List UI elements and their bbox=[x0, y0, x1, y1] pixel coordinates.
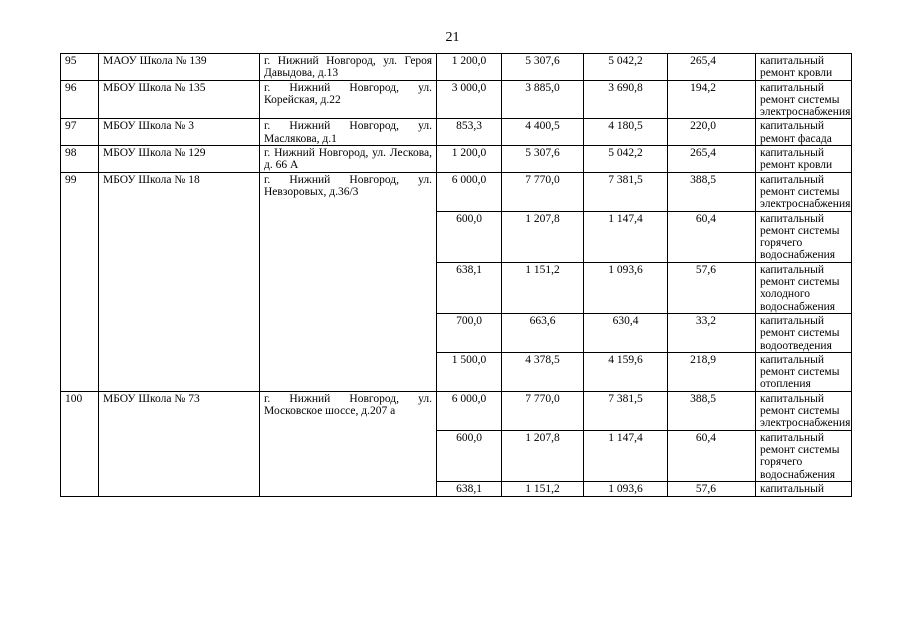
table-row bbox=[61, 391, 852, 430]
school-repair-table bbox=[60, 53, 852, 497]
work-type: капитальный ремонт системы отопления bbox=[756, 352, 852, 391]
row-number: 95 bbox=[61, 54, 99, 81]
amount-1: 600,0 bbox=[437, 211, 502, 262]
amount-1: 638,1 bbox=[437, 262, 502, 313]
school-name: МБОУ Школа № 18 bbox=[99, 172, 260, 391]
amount-4: 265,4 bbox=[668, 146, 756, 173]
amount-3: 1 147,4 bbox=[584, 211, 668, 262]
amount-1: 1 200,0 bbox=[437, 54, 502, 81]
amount-3: 5 042,2 bbox=[584, 146, 668, 173]
work-type: капитальный bbox=[756, 481, 852, 496]
page-number: 21 bbox=[445, 30, 460, 45]
amount-4: 60,4 bbox=[668, 211, 756, 262]
amount-3: 4 159,6 bbox=[584, 352, 668, 391]
amount-4: 388,5 bbox=[668, 391, 756, 430]
table-row bbox=[61, 80, 852, 119]
table-row bbox=[61, 54, 852, 81]
school-address: г. Нижний Новгород, ул. Невзоровых, д.36/3 bbox=[260, 172, 437, 391]
school-name: МБОУ Школа № 3 bbox=[99, 119, 260, 146]
amount-2: 7 770,0 bbox=[502, 391, 584, 430]
school-address: г. Нижний Новгород, ул. Лескова, д. 66 А bbox=[260, 146, 437, 173]
school-name: МБОУ Школа № 73 bbox=[99, 391, 260, 496]
work-type: капитальный ремонт кровли bbox=[756, 146, 852, 173]
amount-1: 638,1 bbox=[437, 481, 502, 496]
amount-2: 1 151,2 bbox=[502, 262, 584, 313]
amount-1: 600,0 bbox=[437, 430, 502, 481]
amount-4: 60,4 bbox=[668, 430, 756, 481]
school-address: г. Нижний Новгород, ул. Московское шоссе, д.207 а bbox=[260, 391, 437, 496]
amount-3: 7 381,5 bbox=[584, 172, 668, 211]
row-number: 99 bbox=[61, 172, 99, 391]
amount-2: 3 885,0 bbox=[502, 80, 584, 119]
amount-2: 1 207,8 bbox=[502, 430, 584, 481]
work-type: капитальный ремонт системы электроснабжения bbox=[756, 80, 852, 119]
table-row bbox=[61, 172, 852, 211]
amount-4: 218,9 bbox=[668, 352, 756, 391]
amount-2: 4 378,5 bbox=[502, 352, 584, 391]
amount-4: 57,6 bbox=[668, 262, 756, 313]
amount-3: 5 042,2 bbox=[584, 54, 668, 81]
row-number: 97 bbox=[61, 119, 99, 146]
amount-1: 3 000,0 bbox=[437, 80, 502, 119]
amount-2: 5 307,6 bbox=[502, 54, 584, 81]
amount-3: 1 093,6 bbox=[584, 262, 668, 313]
work-type: капитальный ремонт кровли bbox=[756, 54, 852, 81]
work-type: капитальный ремонт системы электроснабжения bbox=[756, 391, 852, 430]
amount-3: 4 180,5 bbox=[584, 119, 668, 146]
amount-1: 853,3 bbox=[437, 119, 502, 146]
amount-4: 33,2 bbox=[668, 313, 756, 352]
amount-2: 4 400,5 bbox=[502, 119, 584, 146]
school-name: МАОУ Школа № 139 bbox=[99, 54, 260, 81]
amount-3: 630,4 bbox=[584, 313, 668, 352]
amount-1: 1 200,0 bbox=[437, 146, 502, 173]
amount-3: 1 093,6 bbox=[584, 481, 668, 496]
row-number: 100 bbox=[61, 391, 99, 496]
school-address: г. Нижний Новгород, ул. Маслякова, д.1 bbox=[260, 119, 437, 146]
amount-2: 1 151,2 bbox=[502, 481, 584, 496]
table-row bbox=[61, 146, 852, 173]
amount-4: 194,2 bbox=[668, 80, 756, 119]
amount-4: 220,0 bbox=[668, 119, 756, 146]
work-type: капитальный ремонт системы водоотведения bbox=[756, 313, 852, 352]
amount-2: 5 307,6 bbox=[502, 146, 584, 173]
amount-4: 388,5 bbox=[668, 172, 756, 211]
amount-2: 1 207,8 bbox=[502, 211, 584, 262]
amount-4: 265,4 bbox=[668, 54, 756, 81]
school-address: г. Нижний Новгород, ул. Корейская, д.22 bbox=[260, 80, 437, 119]
amount-1: 700,0 bbox=[437, 313, 502, 352]
work-type: капитальный ремонт системы холодного водоснабжения bbox=[756, 262, 852, 313]
amount-4: 57,6 bbox=[668, 481, 756, 496]
amount-3: 3 690,8 bbox=[584, 80, 668, 119]
school-name: МБОУ Школа № 135 bbox=[99, 80, 260, 119]
work-type: капитальный ремонт фасада bbox=[756, 119, 852, 146]
work-type: капитальный ремонт системы электроснабжения bbox=[756, 172, 852, 211]
table-row bbox=[61, 119, 852, 146]
amount-3: 7 381,5 bbox=[584, 391, 668, 430]
row-number: 96 bbox=[61, 80, 99, 119]
amount-2: 7 770,0 bbox=[502, 172, 584, 211]
school-name: МБОУ Школа № 129 bbox=[99, 146, 260, 173]
amount-3: 1 147,4 bbox=[584, 430, 668, 481]
amount-1: 6 000,0 bbox=[437, 172, 502, 211]
school-address: г. Нижний Новгород, ул. Героя Давыдова, д.13 bbox=[260, 54, 437, 81]
work-type: капитальный ремонт системы горячего водоснабжения bbox=[756, 430, 852, 481]
work-type: капитальный ремонт системы горячего водоснабжения bbox=[756, 211, 852, 262]
amount-1: 1 500,0 bbox=[437, 352, 502, 391]
amount-1: 6 000,0 bbox=[437, 391, 502, 430]
row-number: 98 bbox=[61, 146, 99, 173]
amount-2: 663,6 bbox=[502, 313, 584, 352]
